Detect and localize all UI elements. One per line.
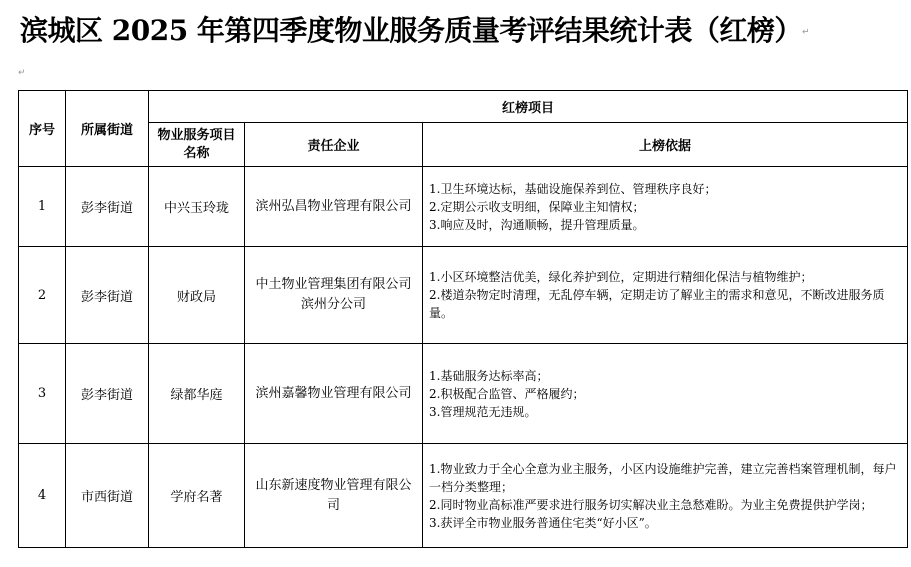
row-enterprise: 中土物业管理集团有限公司滨州分公司 bbox=[245, 247, 423, 344]
basis-line: 3.获评全市物业服务普通住宅类“好小区”。 bbox=[429, 515, 657, 530]
basis-line: 3.管理规范无违规。 bbox=[429, 404, 537, 419]
paragraph-mark: ↵ bbox=[18, 68, 26, 78]
header-enterprise: 责任企业 bbox=[245, 123, 423, 167]
row-enterprise: 山东新速度物业管理有限公司 bbox=[245, 444, 423, 548]
row-seq: 1 bbox=[19, 167, 66, 247]
table-row bbox=[19, 444, 908, 548]
basis-line: 1.基础服务达标率高； bbox=[429, 368, 549, 383]
row-enterprise: 滨州嘉馨物业管理有限公司 bbox=[245, 344, 423, 444]
basis-line: 2.定期公示收支明细，保障业主知情权； bbox=[429, 199, 645, 214]
row-seq: 3 bbox=[19, 344, 66, 444]
table-row bbox=[19, 167, 908, 247]
basis-line: 3.响应及时，沟通顺畅，提升管理质量。 bbox=[429, 217, 645, 232]
table-row bbox=[19, 344, 908, 444]
basis-line: 2.楼道杂物定时清理，无乱停车辆，定期走访了解业主的需求和意见，不断改进服务质量。 bbox=[429, 288, 885, 320]
header-group: 红榜项目 bbox=[149, 91, 908, 123]
row-street: 彭李街道 bbox=[66, 247, 149, 344]
results-table bbox=[18, 90, 908, 548]
page-title: 滨城区 2025 年第四季度物业服务质量考评结果统计表（红榜）↵ bbox=[20, 14, 809, 47]
row-seq: 2 bbox=[19, 247, 66, 344]
row-project: 绿都华庭 bbox=[149, 344, 245, 444]
basis-line: 2.同时物业高标准严要求进行服务切实解决业主急愁难盼。为业主免费提供护学岗； bbox=[429, 497, 873, 512]
row-project: 中兴玉玲珑 bbox=[149, 167, 245, 247]
basis-line: 2.积极配合监管、严格履约； bbox=[429, 386, 585, 401]
row-street: 彭李街道 bbox=[66, 344, 149, 444]
row-street: 彭李街道 bbox=[66, 167, 149, 247]
header-street: 所属街道 bbox=[66, 91, 149, 167]
row-basis bbox=[423, 167, 908, 247]
basis-line: 1.物业致力于全心全意为业主服务，小区内设施维护完善，建立完善档案管理机制，每户一档分类整理； bbox=[429, 461, 897, 494]
table-row bbox=[19, 247, 908, 344]
row-basis bbox=[423, 344, 908, 444]
row-basis bbox=[423, 444, 908, 548]
basis-line: 1.卫生环境达标，基础设施保养到位、管理秩序良好； bbox=[429, 181, 717, 196]
row-project: 财政局 bbox=[149, 247, 245, 344]
header-seq: 序号 bbox=[19, 91, 66, 167]
row-street: 市西街道 bbox=[66, 444, 149, 548]
basis-line: 1.小区环境整洁优美，绿化养护到位，定期进行精细化保洁与植物维护； bbox=[429, 270, 813, 284]
row-basis bbox=[423, 247, 908, 344]
row-project: 学府名著 bbox=[149, 444, 245, 548]
row-enterprise: 滨州弘昌物业管理有限公司 bbox=[245, 167, 423, 247]
header-project: 物业服务项目名称 bbox=[149, 123, 245, 167]
header-basis: 上榜依据 bbox=[423, 123, 908, 167]
row-seq: 4 bbox=[19, 444, 66, 548]
